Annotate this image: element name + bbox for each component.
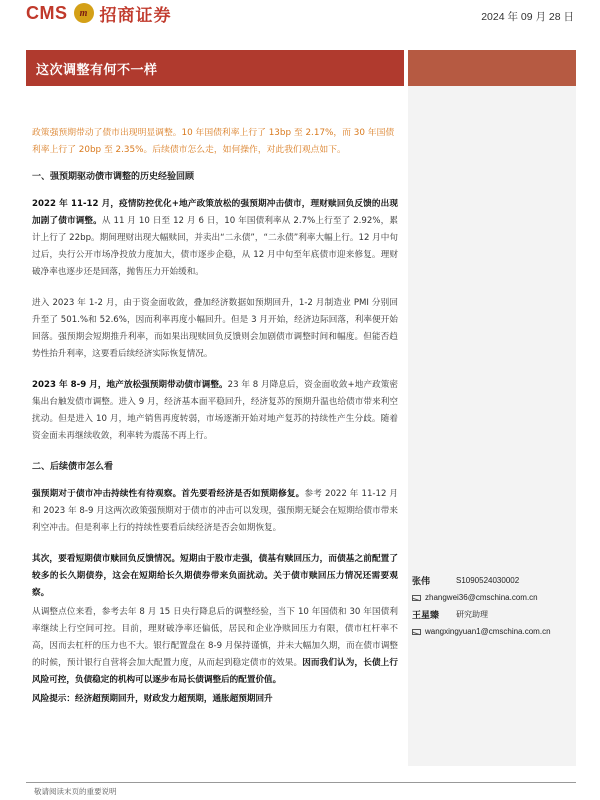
mail-icon [412, 629, 421, 635]
title-bar [26, 50, 404, 86]
footer-note: 敬请阅读末页的重要说明 [34, 787, 117, 796]
footer-divider [26, 782, 576, 783]
section2-para3 [32, 604, 398, 689]
analyst-row [412, 574, 576, 587]
section2-para2-bold: 其次，要看短期债市赎回负反馈情况。短期由于股市走强，债基有赎回压力，而债基之前配置了较多的长久期债券，这会在短期给长久期债券带来负面扰动。关于债市赎回压力情况还需要观察。 [32, 554, 398, 598]
section2-para2 [32, 551, 398, 602]
section1-para2: 进入 2023 年 1-2 月，由于资金面收敛，叠加经济数据如预期回升，1-2 月制造业 PMI 分别回升至了 501.%和 52.6%，因而利率再度小幅回升。但是 3 月开始，经济边际回落，利率便开始回落。强预期会短期推升利率，而如果出现赎回负反馈则会加剧债市调整时间和幅度。但能否趋势性抬升利率，这要看后续经济实际恢复情况。 [32, 298, 398, 359]
analyst-email-row [412, 626, 576, 637]
analyst-email[interactable]: zhangwei36@cmschina.com.cn [425, 593, 538, 602]
company-logo [26, 0, 172, 26]
section2-para3-text: 从调整点位来看，参考去年 8 月 15 日央行降息后的调整经验，当下 10 年国债和 30 年国债利率继续上行空间可控。目前，理财破净率还偏低，居民和企业净赎回压力有限，债市杠杆率不高，因而去杠杆的压力也不大。银行配置盘在 8-9 月保持谨慎，并未大幅加久期，而在债市调整的时候，预计银行自营将会加大配置力度，从而起到稳定债市的效果。 [32, 607, 398, 668]
analyst-name: 张伟 [412, 576, 431, 586]
analyst-row [412, 608, 576, 621]
logo-chinese: 招商证券 [99, 5, 172, 26]
analyst-email[interactable]: wangxingyuan1@cmschina.com.cn [425, 627, 551, 637]
section2-heading: 二、后续债市怎么看 [32, 462, 114, 472]
section1-para3-bold: 2023 年 8-9 月，地产放松强预期带动债市调整。 [32, 380, 228, 390]
sidebar-panel [408, 86, 576, 766]
risk-text: 经济超预期回升，财政发力超预期，通胀超预期回升 [74, 694, 273, 704]
section1-heading: 一、强预期驱动债市调整的历史经验回顾 [32, 172, 195, 182]
analyst-block [412, 574, 576, 642]
report-date: 2024 年 09 月 28 日 [481, 11, 574, 23]
section1-para3 [32, 377, 398, 445]
section1-para1-text: 从 11 月 10 日至 12 月 6 日，10 年国债利率从 2.7%上行至了 2.92%，累计上行了 22bp。期间理财出现大幅赎回，并卖出“二永债”，“二永债”利率大幅上行。12 月中旬过后，央行公开市场净投放力度加大，债市逐步企稳，从 12 月中旬至年底债市迎来修复。理财破净率也逐步还是回落，抛售压力开始缓和。 [32, 216, 398, 277]
section1-para3-text: 23 年 8 月降息后，资金面收敛+地产政策密集出台触发债市调整。进入 9 月，经济基本面平稳回升，经济复苏的预期升温也给债市带来利空扰动。但是进入 10 月，地产销售再度转弱，市场逐渐开始对地产复苏的持续性产生分歧。随着资金面未再继续收敛，利率转为震荡不再上行。 [32, 380, 398, 441]
section2-para1 [32, 486, 398, 537]
risk-warning [32, 691, 398, 708]
section1-para1 [32, 196, 398, 281]
analyst-license-id: S1090524030002 [456, 576, 520, 585]
analyst-email-row [412, 592, 576, 603]
main-content [32, 125, 398, 722]
logo-latin: CMS [26, 2, 68, 23]
sidebar-header-bar [408, 50, 576, 86]
section2-para3-bold: 因而我们认为，长债上行风险可控，负债稳定的机构可以逐步布局长债调整后的配置价值。 [32, 658, 398, 685]
risk-label: 风险提示： [32, 694, 75, 704]
mail-icon [412, 595, 421, 601]
section1-para1-bold: 2022 年 11-12 月，疫情防控优化+地产政策放松的强预期冲击债市，理财赎回负反馈的出现加剧了债市调整。 [32, 199, 398, 226]
summary-text: 政策强预期带动了债市出现明显调整。10 年国债利率上行了 13bp 至 2.17%，而 30 年国债利率上行了 20bp 至 2.35%。后续债市怎么走，如何操作，对此我们观点如下。 [32, 128, 395, 155]
report-title: 这次调整有何不一样 [36, 62, 158, 78]
analyst-name: 王星臻 [412, 610, 440, 621]
section2-para1-text: 参考 2022 年 11-12 月和 2023 年 8-9 月这两次政策强预期对于债市的冲击可以发现，强预期无疑会在短期给债市带来利空冲击。但是利率上行的持续性要看后续经济是否会如期恢复。 [32, 489, 398, 533]
analyst-role: 研究助理 [456, 610, 488, 620]
section2-para1-bold: 强预期对于债市冲击持续性有待观察。首先要看经济是否如预期修复。 [32, 489, 305, 499]
logo-badge-icon: m [74, 3, 94, 23]
